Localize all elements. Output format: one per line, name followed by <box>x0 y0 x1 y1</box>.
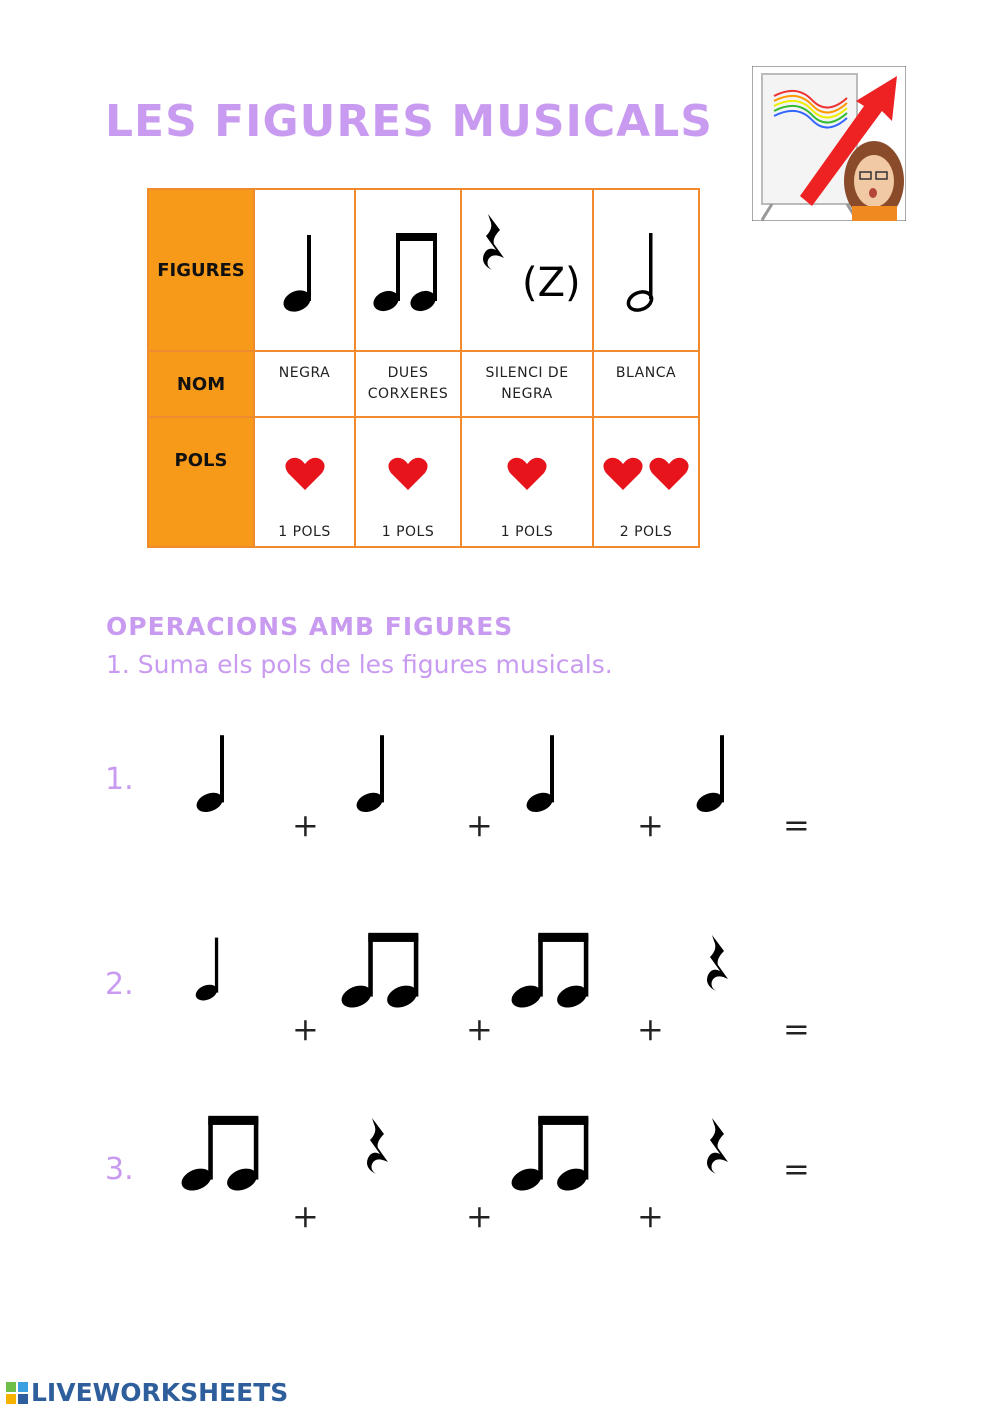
plus-operator: + <box>466 1010 493 1048</box>
heart-icon <box>284 456 326 492</box>
pols-label: 1 POLS <box>500 524 554 540</box>
plus-operator: + <box>637 1010 664 1048</box>
heart-icon <box>387 456 429 492</box>
quarter-note-icon <box>522 732 570 820</box>
equals-operator: = <box>783 1010 810 1048</box>
figures-table <box>147 188 700 548</box>
quarter-rest-icon <box>480 212 510 272</box>
plus-operator: + <box>292 1010 319 1048</box>
quarter-rest-icon <box>364 1116 394 1176</box>
pols-silenci-de-negra <box>461 417 593 547</box>
figure-cell-negra <box>254 189 355 351</box>
plus-operator: + <box>466 806 493 844</box>
quarter-note-icon <box>192 935 231 1007</box>
rest-letter-symbol: (Z) <box>522 260 581 306</box>
pols-dues-corxeres <box>355 417 461 547</box>
pols-label: 1 POLS <box>381 524 435 540</box>
two-eighth-notes-icon <box>506 1114 596 1196</box>
heart-group <box>356 456 460 496</box>
row-header-figures: FIGURES <box>148 189 254 351</box>
two-eighth-notes-icon <box>176 1114 266 1196</box>
half-note-icon <box>616 213 676 323</box>
pols-negra <box>254 417 355 547</box>
exercise-number: 2. <box>105 967 134 1002</box>
pols-label: 1 POLS <box>278 524 331 540</box>
pols-blanca <box>593 417 699 547</box>
pols-label: 2 POLS <box>619 524 673 540</box>
quarter-rest-icon <box>704 933 734 993</box>
exercise-number: 3. <box>105 1152 134 1187</box>
name-silenci-de-negra: SILENCI DE NEGRA <box>461 351 593 417</box>
figure-cell-dues-corxeres <box>355 189 461 351</box>
equals-operator: = <box>783 1150 810 1188</box>
section-title: OPERACIONS AMB FIGURES <box>106 612 514 641</box>
exercise-number: 1. <box>105 762 134 797</box>
heart-group <box>255 456 354 496</box>
figure-cell-blanca <box>593 189 699 351</box>
two-eighth-notes-icon <box>336 931 426 1013</box>
heart-icon <box>648 456 690 492</box>
plus-operator: + <box>292 1197 319 1235</box>
figure-cell-silenci-de-negra <box>461 189 593 351</box>
plus-operator: + <box>292 806 319 844</box>
liveworksheets-logo-icon <box>6 1382 28 1404</box>
quarter-note-icon <box>192 732 240 820</box>
plus-operator: + <box>637 1197 664 1235</box>
heart-group <box>594 456 698 496</box>
quarter-note-icon <box>352 732 400 820</box>
heart-group <box>462 456 592 496</box>
heart-icon <box>506 456 548 492</box>
two-eighth-notes-icon <box>368 213 448 323</box>
name-negra: NEGRA <box>254 351 355 417</box>
name-blanca: BLANCA <box>593 351 699 417</box>
equals-operator: = <box>783 806 810 844</box>
row-header-nom: NOM <box>148 351 254 417</box>
plus-operator: + <box>466 1197 493 1235</box>
two-eighth-notes-icon <box>506 931 596 1013</box>
page-title: LES FIGURES MUSICALS <box>105 96 713 147</box>
teacher-illustration <box>752 66 906 221</box>
footer-brand-text: LIVEWORKSHEETS <box>31 1378 289 1407</box>
quarter-note-icon <box>275 213 335 323</box>
footer-brand <box>6 1378 288 1407</box>
instruction-text: 1. Suma els pols de les figures musicals. <box>106 650 613 679</box>
row-header-pols: POLS <box>148 417 254 547</box>
heart-icon <box>602 456 644 492</box>
quarter-rest-icon <box>704 1116 734 1176</box>
name-dues-corxeres: DUES CORXERES <box>355 351 461 417</box>
quarter-note-icon <box>692 732 740 820</box>
plus-operator: + <box>637 806 664 844</box>
